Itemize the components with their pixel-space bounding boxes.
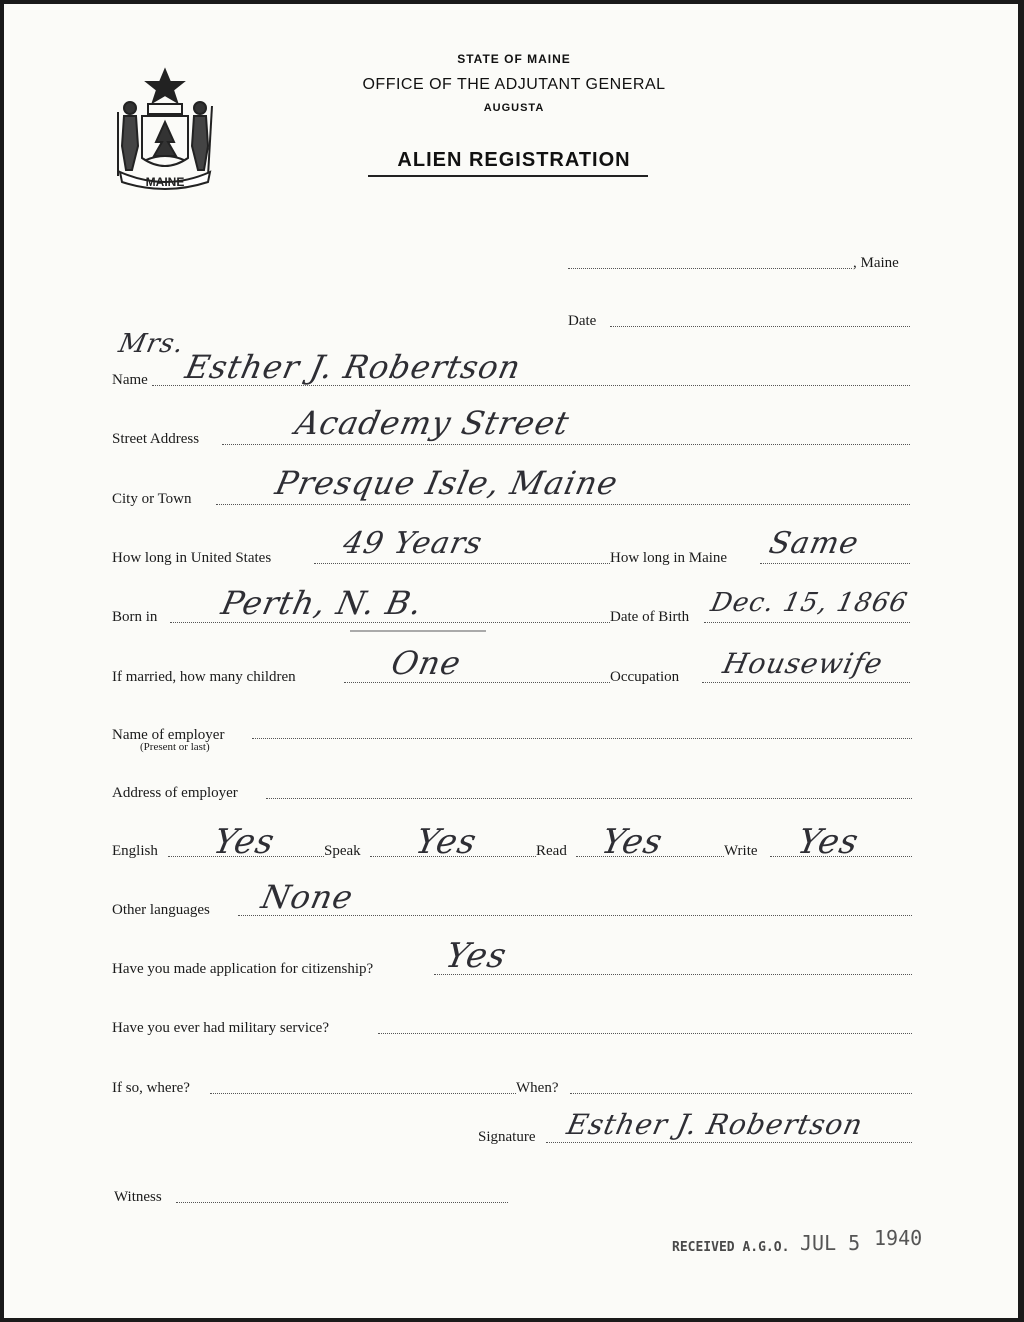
place-line <box>568 268 852 269</box>
signature-line <box>546 1142 912 1143</box>
date-line <box>610 326 910 327</box>
how-long-us-line <box>314 563 610 564</box>
other-languages-handwriting: None <box>258 878 357 916</box>
dob-line <box>704 622 910 623</box>
employer-line <box>252 738 912 739</box>
how-long-maine-line <box>760 563 910 564</box>
name-handwriting: Esther J. Robertson <box>182 348 525 386</box>
children-handwriting: One <box>388 644 465 682</box>
dob-handwriting: Dec. 15, 1866 <box>708 588 911 618</box>
title-underline <box>368 175 648 177</box>
when-line <box>570 1093 912 1094</box>
witness-line <box>176 1202 508 1203</box>
received-stamp-text: RECEIVED A.G.O. <box>672 1240 790 1255</box>
speak-label: Speak <box>324 843 361 859</box>
registration-form-page <box>4 4 1018 1318</box>
date-label: Date <box>568 313 597 329</box>
born-line <box>170 622 610 623</box>
street-label: Street Address <box>112 431 200 447</box>
name-prefix-handwriting: Mrs. <box>116 329 188 359</box>
received-stamp-date: JUL 5 <box>800 1231 861 1255</box>
born-handwriting: Perth, N. B. <box>218 584 427 622</box>
seal-motto: MAINE <box>145 175 185 189</box>
city-line <box>216 504 910 505</box>
how-long-us-label: How long in United States <box>112 550 272 566</box>
employer-address-line <box>266 798 912 799</box>
maine-state-seal <box>112 66 218 192</box>
english-handwriting: Yes <box>210 822 279 862</box>
where-line <box>210 1093 516 1094</box>
citizenship-label: Have you made application for citizenship? <box>112 961 374 977</box>
read-label: Read <box>536 843 567 859</box>
employer-sublabel: (Present or last) <box>140 741 210 753</box>
street-line <box>222 444 910 445</box>
how-long-maine-handwriting: Same <box>766 526 863 561</box>
form-title: ALIEN REGISTRATION <box>397 149 631 171</box>
children-label: If married, how many children <box>112 669 296 685</box>
employer-label: Name of employer <box>112 727 225 743</box>
when-label: When? <box>516 1080 559 1096</box>
how-long-us-handwriting: 49 Years <box>340 526 486 561</box>
city-handwriting: Presque Isle, Maine <box>272 464 622 502</box>
occupation-handwriting: Housewife <box>720 647 887 680</box>
english-label: English <box>112 843 158 859</box>
children-line <box>344 682 610 683</box>
employer-address-label: Address of employer <box>112 785 238 801</box>
occupation-label: Occupation <box>610 669 680 685</box>
where-label: If so, where? <box>112 1080 190 1096</box>
write-label: Write <box>724 843 758 859</box>
street-handwriting: Academy Street <box>292 404 574 442</box>
header-office: OFFICE OF THE ADJUTANT GENERAL <box>362 76 666 93</box>
military-label: Have you ever had military service? <box>112 1020 329 1036</box>
citizenship-line <box>434 974 912 975</box>
witness-label: Witness <box>114 1189 162 1205</box>
speak-handwriting: Yes <box>412 822 481 862</box>
signature-label: Signature <box>478 1129 536 1145</box>
citizenship-handwriting: Yes <box>442 936 511 976</box>
read-handwriting: Yes <box>598 822 667 862</box>
other-languages-label: Other languages <box>112 902 210 918</box>
signature-handwriting: Esther J. Robertson <box>564 1108 867 1141</box>
how-long-maine-label: How long in Maine <box>610 550 728 566</box>
born-label: Born in <box>112 609 158 625</box>
write-handwriting: Yes <box>794 822 863 862</box>
military-line <box>378 1033 912 1034</box>
occupation-line <box>702 682 910 683</box>
header-city: AUGUSTA <box>483 102 545 114</box>
name-label: Name <box>112 372 148 388</box>
pencil-mark <box>350 630 486 632</box>
header-state: STATE OF MAINE <box>457 52 571 66</box>
city-label: City or Town <box>112 491 192 507</box>
received-stamp-year: 1940 <box>874 1226 923 1250</box>
dob-label: Date of Birth <box>610 609 690 625</box>
maine-suffix: , Maine <box>853 255 899 271</box>
